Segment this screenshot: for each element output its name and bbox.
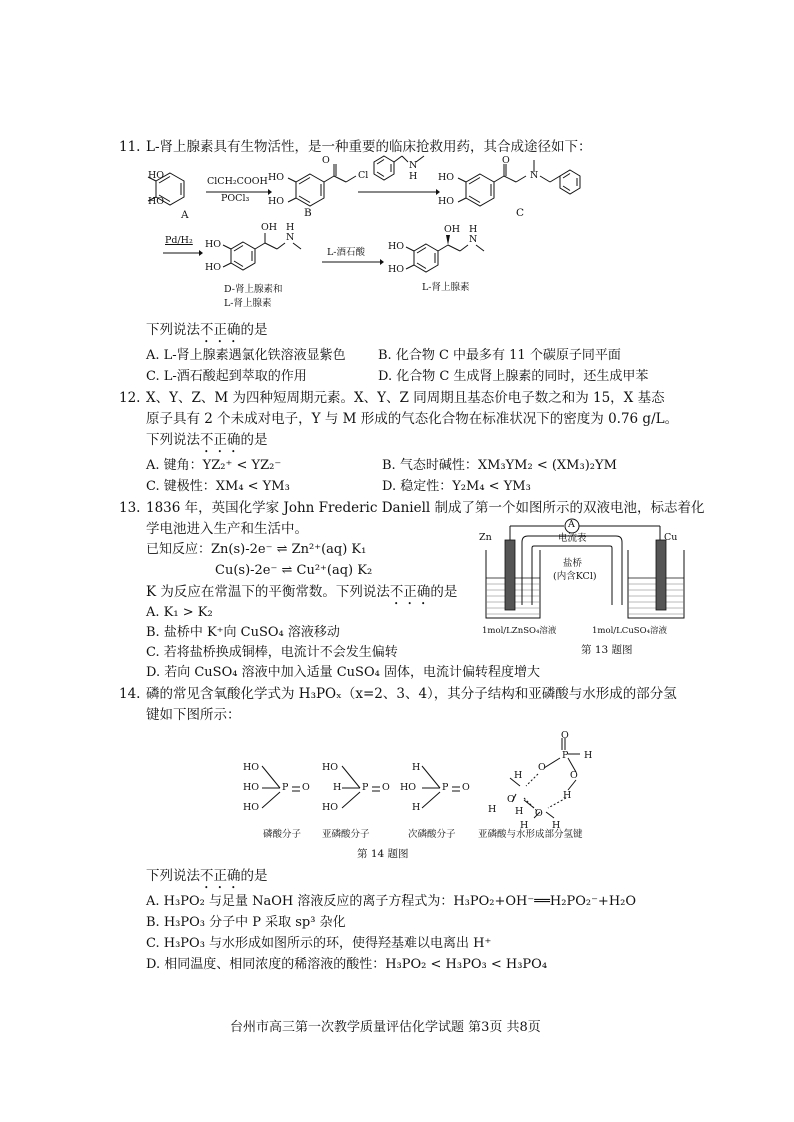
q13-line1: 1836 年，英国化学家 John Frederic Daniell 制成了第一个如图所示的双液电池，标志着化 xyxy=(146,500,705,516)
q12-option-a: A. 键角：YZ₂⁺ < YZ₂⁻ xyxy=(146,458,282,473)
q13-line2: 学电池进入生产和生活中。 xyxy=(146,521,308,537)
label-b: B xyxy=(304,207,312,219)
reagent1-bottom: POCl₃ xyxy=(221,193,250,204)
fig13-bridge-content: (内含KCl) xyxy=(553,571,597,582)
caption-hbond: 亚磷酸与水形成部分氢键 xyxy=(478,829,583,840)
h3po3-ho-2: HO xyxy=(322,802,339,813)
q12-line1: X、Y、Z、M 为四种短周期元素。X、Y、Z 同周期且基态价电子数之和为 15，X 基态 xyxy=(146,390,665,406)
hb-o-right: O xyxy=(570,770,578,781)
caption-phosphorous: 亚磷酸分子 xyxy=(322,829,370,840)
c-ho-bottom: HO xyxy=(438,196,455,207)
l-h: H xyxy=(469,224,478,235)
q14-option-d: D. 相同温度、相同浓度的稀溶液的酸性：H₃PO₂ < H₃PO₃ < H₃PO₄ xyxy=(146,957,548,972)
q11-option-d: D. 化合物 C 生成肾上腺素的同时，还生成甲苯 xyxy=(378,369,649,384)
c-ho-top: HO xyxy=(438,172,455,183)
hb-o-water1: O xyxy=(507,794,515,805)
hb-h-5: H xyxy=(520,820,529,831)
q12-prompt: 下列说法不正确的是 xyxy=(146,432,268,448)
amine-h: H xyxy=(409,171,418,182)
l-nh: N xyxy=(469,234,478,245)
q11-number: 11. xyxy=(119,139,141,155)
d-ho-bottom: HO xyxy=(205,262,222,273)
arrow-3 xyxy=(163,249,203,257)
q12-number: 12. xyxy=(119,390,141,406)
q14-line1: 磷的常见含氧酸化学式为 H₃POₓ（x=2、3、4），其分子结构和亚磷酸与水形成的部分氢 xyxy=(146,686,677,702)
fig13-bridge-label: 盐桥 xyxy=(563,558,583,569)
fig13-cu: Cu xyxy=(664,532,678,543)
q14-number: 14. xyxy=(119,686,141,702)
hb-p: P xyxy=(562,750,569,761)
h3po3-o: O xyxy=(382,782,390,793)
fig13-caption: 第 13 题图 xyxy=(581,644,633,656)
hb-o-left: O xyxy=(538,762,546,773)
q11-option-b: B. 化合物 C 中最多有 11 个碳原子同平面 xyxy=(378,348,621,363)
arrow-4 xyxy=(322,258,384,266)
q11-option-c: C. L-酒石酸起到萃取的作用 xyxy=(146,369,307,384)
h3po4-ho-3: HO xyxy=(243,802,260,813)
b-o: O xyxy=(322,155,330,166)
q14-prompt: 下列说法不正确的是 xyxy=(146,868,268,884)
compound-c-structure xyxy=(440,150,610,230)
amine-n: N xyxy=(409,160,418,171)
d-h: H xyxy=(286,222,295,233)
a-ho-top: HO xyxy=(148,170,165,181)
q13-known-2: Cu(s)-2e⁻ ⇌ Cu²⁺(aq) K₂ xyxy=(215,563,373,578)
q13-option-c: C. 若将盐桥换成铜棒，电流计不会发生偏转 xyxy=(146,645,398,660)
d-oh: OH xyxy=(261,222,278,233)
arrow-2 xyxy=(358,188,440,196)
q13-prompt: K 为反应在常温下的平衡常数。下列说法不正确的是 xyxy=(146,584,458,600)
hb-h-2: H xyxy=(563,790,572,801)
d-nh: N xyxy=(286,232,295,243)
label-a: A xyxy=(181,209,189,221)
reagent1-top: ClCH₂COOH xyxy=(207,176,268,187)
label-d2: L-肾上腺素 xyxy=(224,298,272,309)
q12-option-b: B. 气态时碱性：XM₃YM₂ < (XM₃)₂YM xyxy=(382,458,617,473)
page-footer: 台州市高三第一次教学质量评估化学试题 第3页 共8页 xyxy=(230,1020,541,1035)
q12-option-c: C. 键极性：XM₄ < YM₃ xyxy=(146,479,290,494)
h3po2-h-1: H xyxy=(412,762,421,773)
c-n: N xyxy=(530,170,539,181)
l-oh: OH xyxy=(444,224,461,235)
h3po2-ho: HO xyxy=(400,782,417,793)
q12-line2: 原子具有 2 个未成对电子，Y 与 M 形成的气态化合物在标准状况下的密度为 0.76 g/L。 xyxy=(146,411,679,427)
h3po4-ho-1: HO xyxy=(243,762,260,773)
label-l-adrenaline: L-肾上腺素 xyxy=(422,282,470,293)
h3po3-h: H xyxy=(333,782,342,793)
reagent4: L-酒石酸 xyxy=(327,247,366,258)
caption-phosphoric: 磷酸分子 xyxy=(263,829,302,840)
q13-option-b: B. 盐桥中 K⁺向 CuSO₄ 溶液移动 xyxy=(146,625,340,640)
q13-option-d: D. 若向 CuSO₄ 溶液中加入适量 CuSO₄ 固体，电流计偏转程度增大 xyxy=(146,665,540,680)
hb-h-1: H xyxy=(514,770,523,781)
label-d1: D-肾上腺素和 xyxy=(224,284,283,295)
hb-o-top: O xyxy=(561,730,569,741)
hb-h-p: H xyxy=(584,750,593,761)
h3po4-o: O xyxy=(302,782,310,793)
fig13-zn: Zn xyxy=(479,532,492,543)
h3po2-p: P xyxy=(442,782,449,793)
q13-number: 13. xyxy=(119,500,141,516)
hb-h-4: H xyxy=(515,806,524,817)
l-ho-top: HO xyxy=(388,241,405,252)
b-cl: Cl xyxy=(358,170,369,181)
h3po3-p: P xyxy=(362,782,369,793)
h3po2-h-2: H xyxy=(412,802,421,813)
q14-option-b: B. H₃PO₃ 分子中 P 采取 sp³ 杂化 xyxy=(146,915,346,930)
q11-prompt: 下列说法不正确的是 xyxy=(146,322,268,338)
fig13-ammeter-label: 电流表 xyxy=(558,533,587,544)
l-ho-bottom: HO xyxy=(388,264,405,275)
fig13-ammeter-symbol: A xyxy=(568,519,575,530)
q11-option-a: A. L-肾上腺素遇氯化铁溶液显紫色 xyxy=(146,348,346,363)
caption-hypophosphorous: 次磷酸分子 xyxy=(408,829,456,840)
hb-h-3: H xyxy=(488,804,497,815)
b-ho-bottom: HO xyxy=(268,196,285,207)
h3po3-ho-1: HO xyxy=(322,762,339,773)
fig14-caption: 第 14 题图 xyxy=(357,848,409,860)
q13-option-a: A. K₁ > K₂ xyxy=(146,605,213,620)
d-ho-top: HO xyxy=(205,239,222,250)
q12-option-d: D. 稳定性：Y₂M₄ < YM₃ xyxy=(382,479,531,494)
compound-d-structure xyxy=(205,224,325,284)
hb-o-water2: O xyxy=(535,808,543,819)
a-ho-bottom: HO xyxy=(148,196,165,207)
q14-option-c: C. H₃PO₃ 与水形成如图所示的环，使得羟基难以电离出 H⁺ xyxy=(146,936,492,951)
label-c: C xyxy=(516,207,525,219)
q14-line2: 键如下图所示： xyxy=(146,707,241,723)
q14-option-a: A. H₃PO₂ 与足量 NaOH 溶液反应的离子方程式为：H₃PO₂+OH⁻══H₂PO₂⁻+H₂O xyxy=(146,894,637,909)
hb-h-6: H xyxy=(552,820,561,831)
h3po4-p: P xyxy=(282,782,289,793)
q13-known-1: 已知反应：Zn(s)-2e⁻ ⇌ Zn²⁺(aq) K₁ xyxy=(146,542,367,557)
q11-stem: L-肾上腺素具有生物活性，是一种重要的临床抢救用药，其合成途径如下： xyxy=(146,139,592,155)
c-o: O xyxy=(502,155,510,166)
h3po4-ho-2: HO xyxy=(243,782,260,793)
hbond-structure xyxy=(480,728,610,828)
compound-a-structure xyxy=(140,158,200,228)
fig13-right-solution: 1mol/LCuSO₄溶液 xyxy=(592,626,667,636)
l-adrenaline-structure xyxy=(388,226,508,286)
reagent3: Pd/H₂ xyxy=(165,235,193,246)
h3po2-o: O xyxy=(462,782,470,793)
fig13-left-solution: 1mol/LZnSO₄溶液 xyxy=(482,626,557,636)
b-ho-top: HO xyxy=(268,172,285,183)
